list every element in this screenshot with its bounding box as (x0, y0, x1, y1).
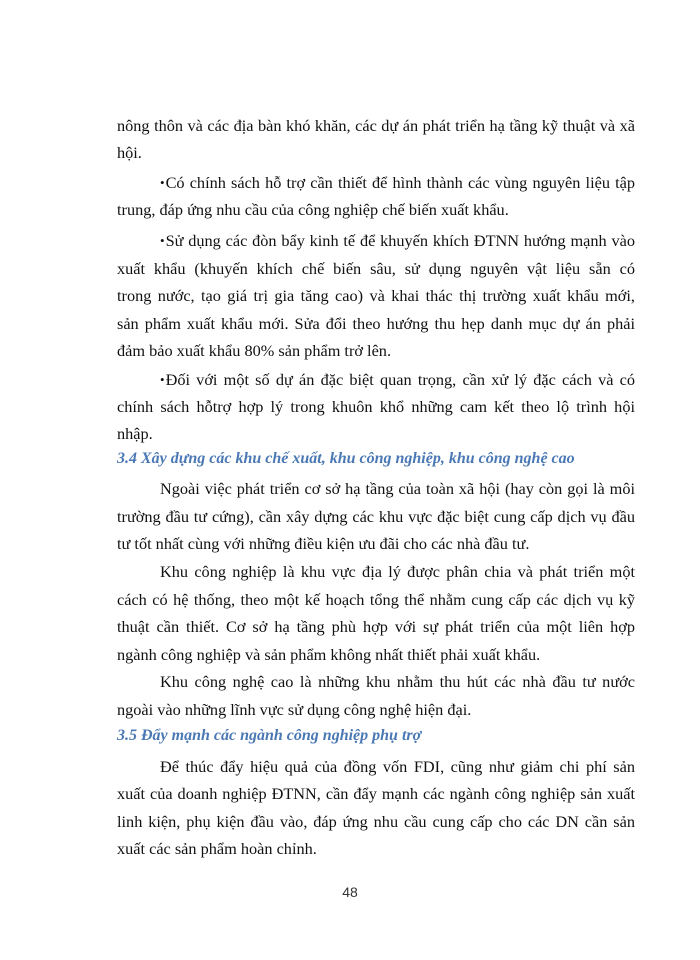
paragraph-line: Để thúc đẩy hiệu quả của đồng vốn FDI, cũng như giảm chi phí sản (160, 757, 635, 776)
bullet-item (160, 369, 635, 392)
bullet-icon: • (160, 175, 165, 190)
paragraph-line: cách có hệ thống, theo một kế hoạch tổng thể nhằm cung cấp các dịch vụ kỹ (117, 590, 635, 609)
bullet-text: Sử dụng các đòn bẩy kinh tế để khuyến khích ĐTNN hướng mạnh vào (165, 231, 635, 250)
bullet-line: trong nước, tạo giá trị gia tăng cao) và khai thác thị trường xuất khẩu mới, (117, 286, 635, 305)
bullet-line: chính sách hỗtrợ hợp lý trong khuôn khổ những cam kết theo lộ trình hội (117, 397, 635, 416)
paragraph-line: linh kiện, phụ kiện đầu vào, đáp ứng nhu cầu cung cấp cho các DN cần sản (117, 812, 635, 831)
bullet-item (160, 172, 635, 195)
bullet-text: Có chính sách hỗ trợ cần thiết để hình thành các vùng nguyên liệu tập (165, 173, 635, 192)
paragraph-line: nông thôn và các địa bàn khó khăn, các dự án phát triển hạ tầng kỹ thuật và xã (117, 116, 635, 135)
paragraph-line: Khu công nghệ cao là những khu nhằm thu hút các nhà đầu tư nước (160, 672, 635, 691)
bullet-text: Đối với một số dự án đặc biệt quan trọng, cần xử lý đặc cách và có (165, 370, 635, 389)
bullet-item (160, 230, 635, 253)
paragraph-line: xuất các sản phẩm hoàn chỉnh. (117, 839, 317, 858)
paragraph-line: tư tốt nhất cùng với những điều kiện ưu đãi cho các nhà đầu tư. (117, 534, 530, 553)
bullet-icon: • (160, 233, 165, 248)
paragraph-line: ngoài vào những lĩnh vực sử dụng công nghệ hiện đại. (117, 700, 472, 719)
bullet-line: sản phẩm xuất khẩu mới. Sửa đổi theo hướng thu hẹp danh mục dự án phải (117, 314, 635, 333)
paragraph-line: ngành công nghiệp và sản phẩm không nhất thiết phải xuất khẩu. (117, 645, 541, 664)
bullet-line: xuất khẩu (khuyến khích chế biến sâu, sử dụng nguyên vật liệu sẵn có (117, 259, 635, 278)
page-number: 48 (342, 884, 358, 900)
bullet-icon: • (160, 372, 165, 387)
bullet-line: nhập. (117, 424, 153, 443)
bullet-line: trung, đáp ứng nhu cầu của công nghiệp chế biến xuất khẩu. (117, 200, 509, 219)
section-heading-3-4: 3.4 Xây dựng các khu chế xuất, khu công nghiệp, khu công nghệ cao (117, 450, 575, 467)
bullet-line: đảm bảo xuất khẩu 80% sản phẩm trở lên. (117, 341, 392, 360)
paragraph-line: xuất của doanh nghiệp ĐTNN, cần đẩy mạnh các ngành công nghiệp sản xuất (117, 784, 635, 803)
section-heading-3-5: 3.5 Đẩy mạnh các ngành công nghiệp phụ trợ (117, 727, 422, 744)
paragraph-line: thuật cần thiết. Cơ sở hạ tầng phù hợp với sự phát triển của một liên hợp (117, 617, 635, 636)
paragraph-line: hội. (117, 143, 142, 162)
paragraph-line: trường đầu tư cứng), cần xây dựng các khu vực đặc biệt cung cấp dịch vụ đầu (117, 507, 635, 526)
paragraph-line: Ngoài việc phát triển cơ sở hạ tầng của toàn xã hội (hay còn gọi là môi (160, 479, 635, 498)
paragraph-line: Khu công nghiệp là khu vực địa lý được phân chia và phát triển một (160, 562, 635, 581)
